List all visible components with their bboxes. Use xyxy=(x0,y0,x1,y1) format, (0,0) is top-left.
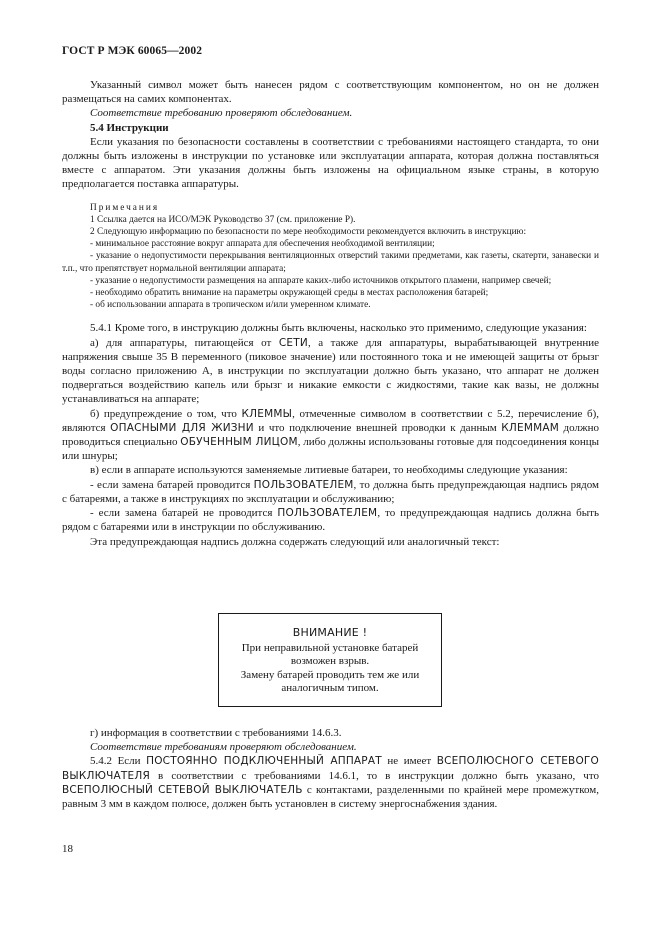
warning-intro: Эта предупреждающая надпись должна содержать следующий или аналогичный текст: xyxy=(90,535,500,548)
clause-5-4-1: 5.4.1 Кроме того, в инструкцию должны быть включены, насколько это применимо, следующие указания: xyxy=(90,322,587,335)
note-item: - указание о недопустимости перекрывания вентиляционных отверстий такими предметами, как газеты, скатерти, занавески и т.п., что препятствует нормальной вентиляции аппарата; xyxy=(62,251,599,274)
item-c-2: - если замена батарей не проводится ПОЛЬЗОВАТЕЛЕМ, то предупреждающая надпись должна быть рядом с батареями или в инструкции по обслуживанию. xyxy=(62,507,599,534)
lower-text xyxy=(62,726,599,811)
term-user: ПОЛЬЗОВАТЕЛЕМ xyxy=(253,478,354,491)
item-c: в) если в аппарате используются заменяемые литиевые батареи, то необходимы следующие указания: xyxy=(90,464,568,477)
clause-5-4-2: 5.4.2 Если ПОСТОЯННО ПОДКЛЮЧЕННЫЙ АППАРАТ не имеет ВСЕПОЛЮСНОГО СЕТЕВОГО ВЫКЛЮЧАТЕЛЯ в соответствии с требованиями 14.6.1, то в инструкции должно быть указано, что ВСЕПОЛЮСНЫЙ СЕТЕВОЙ ВЫКЛЮЧАТЕЛЬ с контактами, разделенными по крайней мере промежутком, равным 3 мм в каждом полюсе, должен быть установлен в систему энергоснабжения здания. xyxy=(62,755,599,811)
item-a: а) для аппаратуры, питающейся от СЕТИ, а также для аппаратуры, вырабатывающей внутренние напряжения свыше 35 В переменного (пиковое значение) или постоянного тока и не имеющей защиты от брызг воды согласно приложению А, в инструкции по эксплуатации должно быть указано, что аппарат не должен подвергаться воздействию капель или брызг и никакие емкости с жидкостями, такие как вазы, не должны устанавливаться на аппарате; xyxy=(62,336,599,406)
warning-line: При неправильной установке батарей xyxy=(241,641,419,654)
section-paragraph: Если указания по безопасности составлены в соответствии с требованиями настоящего стандарта, то они должны быть изложены в инструкции по установке или эксплуатации аппарата, которая должна поставляться вместе с аппаратом. Эти указания должны быть изложены на официальном языке страны, в которую предполагается поставка аппаратуры. xyxy=(62,135,599,191)
item-g: г) информация в соответствии с требованиями 14.6.3. xyxy=(90,727,342,739)
note-item: - об использовании аппарата в тропическом и/или умеренном климате. xyxy=(90,300,371,311)
notes-title: Примечания xyxy=(90,202,160,213)
intro-paragraph: Указанный символ может быть нанесен рядом с соответствующим компонентом, но он не должен размещаться на самих компонентах. xyxy=(62,79,599,106)
note-item: - указание о недопустимости размещения на аппарате каких-либо источников открытого пламени, например свечей; xyxy=(90,275,552,286)
warning-title: ВНИМАНИЕ ! xyxy=(292,626,368,639)
note-item: - необходимо обратить внимание на параметры окружающей среды в местах расположения батарей; xyxy=(90,288,489,299)
term-permanently-connected: ПОСТОЯННО ПОДКЛЮЧЕННЫЙ АППАРАТ xyxy=(146,755,382,768)
page-number: 18 xyxy=(62,843,73,855)
section-heading: 5.4 Инструкции xyxy=(90,121,169,134)
term-instructed-person: ОБУЧЕННЫМ ЛИЦОМ xyxy=(180,436,298,449)
term-user-2: ПОЛЬЗОВАТЕЛЕМ xyxy=(277,507,378,520)
item-c-1: - если замена батарей проводится ПОЛЬЗОВАТЕЛЕМ, то должна быть предупреждающая надпись рядом с батареями, а также в инструкциях по эксплуатации и обслуживанию; xyxy=(62,478,599,505)
term-mains: СЕТИ xyxy=(278,336,308,349)
warning-line: возможен взрыв. xyxy=(290,655,370,668)
note-1: 1 Ссылка дается на ИСО/МЭК Руководство 37 (см. приложение Р). xyxy=(90,214,356,225)
document-header: ГОСТ Р МЭК 60065—2002 xyxy=(62,45,203,57)
compliance-note-2: Соответствие требованиям проверяют обследованием. xyxy=(90,741,357,754)
term-terminals-2: КЛЕММАМ xyxy=(501,421,559,434)
warning-line: аналогичным типом. xyxy=(281,682,379,695)
term-all-pole-switch-2: ВСЕПОЛЮСНЫЙ СЕТЕВОЙ ВЫКЛЮЧАТЕЛЬ xyxy=(62,783,303,796)
term-all-pole-switch: ВСЕПОЛЮСНОГО СЕТЕВОГО ВЫКЛЮЧАТЕЛЯ xyxy=(62,755,599,782)
note-2: 2 Следующую информацию по безопасности по мере необходимости рекомендуется включить в инструкцию: xyxy=(90,227,527,238)
compliance-note-1: Соответствие требованию проверяют обследованием. xyxy=(90,107,353,120)
term-terminals: КЛЕММЫ xyxy=(241,407,293,420)
main-text xyxy=(62,78,599,549)
warning-line: Замену батарей проводить тем же или xyxy=(240,668,420,681)
term-hazardous-live: ОПАСНЫМИ ДЛЯ ЖИЗНИ xyxy=(110,421,254,434)
notes-block xyxy=(62,202,599,312)
warning-label-box xyxy=(218,613,442,707)
item-b: б) предупреждение о том, что КЛЕММЫ, отмеченные символом в соответствии с 5.2, перечисление б), являются ОПАСНЫМИ ДЛЯ ЖИЗНИ и что подключение внешней проводки к данным КЛЕММАМ должно проводиться специально ОБУЧЕННЫМ ЛИЦОМ, либо должны использованы готовые для подсоединения концы или шнуры; xyxy=(62,407,599,463)
note-item: - минимальное расстояние вокруг аппарата для обеспечения необходимой вентиляции; xyxy=(90,239,435,250)
